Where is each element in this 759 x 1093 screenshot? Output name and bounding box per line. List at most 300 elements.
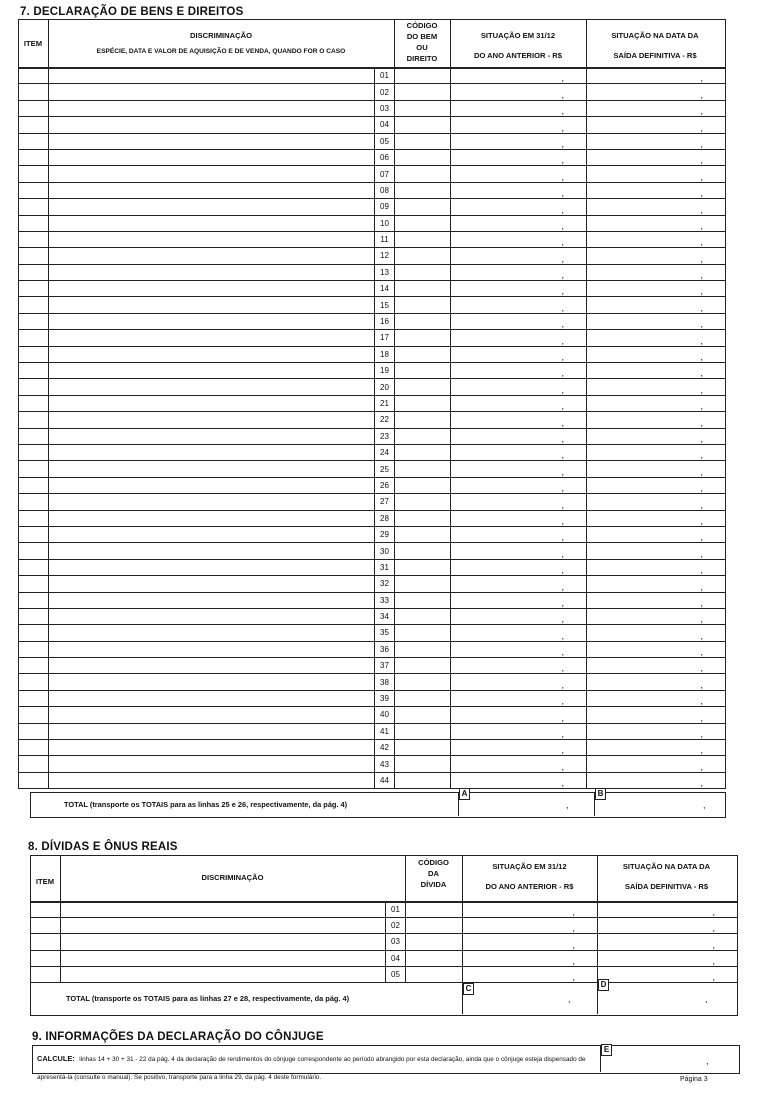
valor-saida-cell[interactable]: , xyxy=(587,658,726,674)
codigo-cell[interactable] xyxy=(395,608,451,624)
codigo-cell[interactable] xyxy=(395,674,451,690)
valor-saida-cell[interactable]: , xyxy=(587,723,726,739)
valor-saida-cell[interactable]: , xyxy=(587,330,726,346)
line-number: 26 xyxy=(375,477,395,493)
item-cell[interactable] xyxy=(19,133,49,149)
item-cell[interactable] xyxy=(19,297,49,313)
valor-saida-cell[interactable]: , xyxy=(587,231,726,247)
valor-anterior-cell[interactable]: , xyxy=(451,166,587,182)
section8-total-label: TOTAL (transporte os TOTAIS para as linhas 27 e 28, respectivamente, da pág. 4) xyxy=(66,994,350,1003)
item-cell[interactable] xyxy=(19,231,49,247)
codigo-cell[interactable] xyxy=(395,412,451,428)
valor-anterior-cell[interactable]: , xyxy=(451,756,587,772)
codigo-cell[interactable] xyxy=(395,510,451,526)
valor-anterior-cell[interactable]: , xyxy=(451,379,587,395)
valor-anterior-cell[interactable]: , xyxy=(451,592,587,608)
discriminacao-cell[interactable] xyxy=(49,363,375,379)
valor-anterior-cell[interactable]: , xyxy=(451,133,587,149)
item-cell[interactable] xyxy=(19,543,49,559)
line-number: 42 xyxy=(375,740,395,756)
valor-saida-cell[interactable]: , xyxy=(587,592,726,608)
table-row xyxy=(19,395,726,411)
discriminacao-cell[interactable] xyxy=(49,625,375,641)
valor-saida-cell[interactable]: , xyxy=(587,674,726,690)
valor-saida-cell[interactable]: , xyxy=(587,379,726,395)
table-row xyxy=(19,707,726,723)
codigo-cell[interactable] xyxy=(395,297,451,313)
item-cell[interactable] xyxy=(19,330,49,346)
valor-anterior-cell[interactable]: , xyxy=(451,281,587,297)
table-row xyxy=(19,641,726,657)
item-cell[interactable] xyxy=(19,723,49,739)
codigo-cell[interactable] xyxy=(406,918,463,934)
item-cell[interactable] xyxy=(19,461,49,477)
item-cell[interactable] xyxy=(31,950,61,966)
discriminacao-cell[interactable] xyxy=(49,576,375,592)
discriminacao-cell[interactable] xyxy=(49,658,375,674)
table-row xyxy=(19,592,726,608)
valor-saida-cell[interactable]: , xyxy=(587,297,726,313)
discriminacao-cell[interactable] xyxy=(49,281,375,297)
discriminacao-cell[interactable] xyxy=(49,84,375,100)
valor-anterior-cell[interactable]: , xyxy=(451,641,587,657)
codigo-cell[interactable] xyxy=(395,379,451,395)
valor-saida-cell[interactable]: , xyxy=(587,363,726,379)
valor-anterior-cell[interactable]: , xyxy=(463,966,598,982)
codigo-cell[interactable] xyxy=(395,494,451,510)
line-number: 21 xyxy=(375,395,395,411)
discriminacao-cell[interactable] xyxy=(49,772,375,788)
item-cell[interactable] xyxy=(19,84,49,100)
valor-saida-cell[interactable]: , xyxy=(587,68,726,84)
valor-anterior-cell[interactable]: , xyxy=(451,494,587,510)
valor-anterior-cell[interactable]: , xyxy=(451,68,587,84)
item-cell[interactable] xyxy=(19,674,49,690)
discriminacao-cell[interactable] xyxy=(49,723,375,739)
total-b-field[interactable]: , xyxy=(703,800,706,810)
box-d-label: D xyxy=(598,979,609,991)
discriminacao-cell[interactable] xyxy=(49,68,375,84)
table-row xyxy=(19,674,726,690)
valor-anterior-cell[interactable]: , xyxy=(451,428,587,444)
valor-anterior-cell[interactable]: , xyxy=(451,707,587,723)
valor-saida-cell[interactable]: , xyxy=(587,740,726,756)
valor-anterior-cell[interactable]: , xyxy=(463,934,598,950)
item-cell[interactable] xyxy=(19,346,49,362)
discriminacao-cell[interactable] xyxy=(49,428,375,444)
codigo-cell[interactable] xyxy=(395,346,451,362)
valor-saida-cell[interactable]: , xyxy=(587,248,726,264)
item-cell[interactable] xyxy=(19,100,49,116)
discriminacao-cell[interactable] xyxy=(49,330,375,346)
codigo-cell[interactable] xyxy=(395,559,451,575)
codigo-cell[interactable] xyxy=(395,133,451,149)
item-cell[interactable] xyxy=(19,690,49,706)
codigo-cell[interactable] xyxy=(395,428,451,444)
item-cell[interactable] xyxy=(19,707,49,723)
valor-saida-cell[interactable]: , xyxy=(598,950,738,966)
valor-anterior-cell[interactable]: , xyxy=(451,608,587,624)
discriminacao-cell[interactable] xyxy=(61,950,386,966)
codigo-cell[interactable] xyxy=(395,477,451,493)
discriminacao-cell[interactable] xyxy=(49,379,375,395)
valor-saida-cell[interactable]: , xyxy=(587,281,726,297)
discriminacao-cell[interactable] xyxy=(49,412,375,428)
discriminacao-cell[interactable] xyxy=(49,477,375,493)
codigo-cell[interactable] xyxy=(395,625,451,641)
discriminacao-cell[interactable] xyxy=(49,444,375,460)
codigo-cell[interactable] xyxy=(395,707,451,723)
valor-saida-cell[interactable]: , xyxy=(587,133,726,149)
codigo-cell[interactable] xyxy=(395,199,451,215)
section7-col-discriminacao-sub: ESPÉCIE, DATA E VALOR DE AQUISIÇÃO E DE VENDA, QUANDO FOR O CASO xyxy=(96,48,346,55)
valor-anterior-cell[interactable]: , xyxy=(451,84,587,100)
valor-saida-cell[interactable]: , xyxy=(587,608,726,624)
line-number: 03 xyxy=(386,934,406,950)
valor-saida-cell[interactable]: , xyxy=(587,84,726,100)
table-row xyxy=(19,412,726,428)
valor-anterior-cell[interactable]: , xyxy=(451,215,587,231)
codigo-cell[interactable] xyxy=(395,264,451,280)
codigo-cell[interactable] xyxy=(395,100,451,116)
discriminacao-cell[interactable] xyxy=(49,264,375,280)
line-number: 31 xyxy=(375,559,395,575)
table-row xyxy=(19,543,726,559)
discriminacao-cell[interactable] xyxy=(61,918,386,934)
valor-saida-cell[interactable]: , xyxy=(598,902,738,918)
codigo-cell[interactable] xyxy=(395,149,451,165)
valor-saida-cell[interactable]: , xyxy=(587,166,726,182)
codigo-cell[interactable] xyxy=(395,330,451,346)
table-row xyxy=(19,756,726,772)
valor-anterior-cell[interactable]: , xyxy=(451,297,587,313)
table-row xyxy=(31,950,738,966)
codigo-cell[interactable] xyxy=(395,363,451,379)
item-cell[interactable] xyxy=(19,740,49,756)
codigo-cell[interactable] xyxy=(395,84,451,100)
table-row xyxy=(19,444,726,460)
item-cell[interactable] xyxy=(19,199,49,215)
valor-saida-cell[interactable]: , xyxy=(587,625,726,641)
valor-saida-cell[interactable]: , xyxy=(587,412,726,428)
discriminacao-cell[interactable] xyxy=(49,592,375,608)
valor-anterior-cell[interactable]: , xyxy=(451,526,587,542)
valor-anterior-cell[interactable]: , xyxy=(451,149,587,165)
box-b-label: B xyxy=(595,788,606,800)
discriminacao-cell[interactable] xyxy=(49,461,375,477)
discriminacao-cell[interactable] xyxy=(49,182,375,198)
table-row xyxy=(19,330,726,346)
valor-anterior-cell[interactable]: , xyxy=(451,658,587,674)
line-number: 44 xyxy=(375,772,395,788)
valor-anterior-cell[interactable]: , xyxy=(451,723,587,739)
discriminacao-cell[interactable] xyxy=(49,313,375,329)
codigo-cell[interactable] xyxy=(406,950,463,966)
codigo-cell[interactable] xyxy=(395,313,451,329)
valor-saida-cell[interactable]: , xyxy=(587,313,726,329)
valor-anterior-cell[interactable]: , xyxy=(451,346,587,362)
codigo-cell[interactable] xyxy=(395,281,451,297)
codigo-cell[interactable] xyxy=(395,444,451,460)
discriminacao-cell[interactable] xyxy=(49,149,375,165)
codigo-cell[interactable] xyxy=(395,740,451,756)
line-number: 02 xyxy=(375,84,395,100)
codigo-cell[interactable] xyxy=(406,966,463,982)
valor-saida-cell[interactable]: , xyxy=(587,117,726,133)
valor-saida-cell[interactable]: , xyxy=(598,934,738,950)
codigo-cell[interactable] xyxy=(406,902,463,918)
valor-anterior-cell[interactable]: , xyxy=(451,625,587,641)
valor-anterior-cell[interactable]: , xyxy=(451,395,587,411)
item-cell[interactable] xyxy=(19,641,49,657)
item-cell[interactable] xyxy=(19,559,49,575)
valor-saida-cell[interactable]: , xyxy=(587,576,726,592)
discriminacao-cell[interactable] xyxy=(49,510,375,526)
discriminacao-cell[interactable] xyxy=(61,966,386,982)
valor-anterior-cell[interactable]: , xyxy=(451,330,587,346)
valor-saida-cell[interactable]: , xyxy=(587,543,726,559)
valor-saida-cell[interactable]: , xyxy=(587,690,726,706)
item-cell[interactable] xyxy=(31,966,61,982)
discriminacao-cell[interactable] xyxy=(49,133,375,149)
valor-saida-cell[interactable]: , xyxy=(587,772,726,788)
codigo-cell[interactable] xyxy=(395,461,451,477)
valor-saida-cell[interactable]: , xyxy=(598,966,738,982)
valor-anterior-cell[interactable]: , xyxy=(451,543,587,559)
table-row xyxy=(19,297,726,313)
section8-col-sit-saida: SITUAÇÃO NA DATA DA SAÍDA DEFINITIVA - R$ xyxy=(622,862,711,891)
discriminacao-cell[interactable] xyxy=(61,902,386,918)
table-row xyxy=(19,100,726,116)
valor-anterior-cell[interactable]: , xyxy=(451,182,587,198)
line-number: 27 xyxy=(375,494,395,510)
valor-saida-cell[interactable]: , xyxy=(587,428,726,444)
discriminacao-cell[interactable] xyxy=(49,100,375,116)
valor-saida-cell[interactable]: , xyxy=(598,918,738,934)
discriminacao-cell[interactable] xyxy=(49,559,375,575)
codigo-cell[interactable] xyxy=(395,756,451,772)
codigo-cell[interactable] xyxy=(395,543,451,559)
discriminacao-cell[interactable] xyxy=(49,231,375,247)
valor-anterior-cell[interactable]: , xyxy=(451,576,587,592)
item-cell[interactable] xyxy=(19,756,49,772)
table-row xyxy=(19,690,726,706)
valor-anterior-cell[interactable]: , xyxy=(451,444,587,460)
line-number: 12 xyxy=(375,248,395,264)
codigo-cell[interactable] xyxy=(395,772,451,788)
valor-saida-cell[interactable]: , xyxy=(587,346,726,362)
item-cell[interactable] xyxy=(19,526,49,542)
codigo-cell[interactable] xyxy=(395,641,451,657)
line-number: 05 xyxy=(375,133,395,149)
item-cell[interactable] xyxy=(19,215,49,231)
discriminacao-cell[interactable] xyxy=(49,494,375,510)
line-number: 04 xyxy=(375,117,395,133)
item-cell[interactable] xyxy=(19,166,49,182)
total-e-field[interactable]: , xyxy=(706,1056,709,1066)
valor-saida-cell[interactable]: , xyxy=(587,510,726,526)
valor-anterior-cell[interactable]: , xyxy=(451,248,587,264)
discriminacao-cell[interactable] xyxy=(49,215,375,231)
line-number: 24 xyxy=(375,444,395,460)
item-cell[interactable] xyxy=(19,281,49,297)
valor-anterior-cell[interactable]: , xyxy=(463,918,598,934)
codigo-cell[interactable] xyxy=(395,68,451,84)
discriminacao-cell[interactable] xyxy=(49,543,375,559)
discriminacao-cell[interactable] xyxy=(49,608,375,624)
codigo-cell[interactable] xyxy=(395,526,451,542)
valor-saida-cell[interactable]: , xyxy=(587,444,726,460)
discriminacao-cell[interactable] xyxy=(49,526,375,542)
codigo-cell[interactable] xyxy=(406,934,463,950)
item-cell[interactable] xyxy=(19,772,49,788)
codigo-cell[interactable] xyxy=(395,723,451,739)
valor-saida-cell[interactable]: , xyxy=(587,215,726,231)
item-cell[interactable] xyxy=(19,264,49,280)
valor-anterior-cell[interactable]: , xyxy=(451,231,587,247)
valor-saida-cell[interactable]: , xyxy=(587,149,726,165)
discriminacao-cell[interactable] xyxy=(49,674,375,690)
valor-saida-cell[interactable]: , xyxy=(587,477,726,493)
item-cell[interactable] xyxy=(19,658,49,674)
table-row xyxy=(19,264,726,280)
item-cell[interactable] xyxy=(19,494,49,510)
line-number: 15 xyxy=(375,297,395,313)
valor-saida-cell[interactable]: , xyxy=(587,707,726,723)
valor-anterior-cell[interactable]: , xyxy=(451,559,587,575)
line-number: 16 xyxy=(375,313,395,329)
line-number: 03 xyxy=(375,100,395,116)
valor-anterior-cell[interactable]: , xyxy=(451,100,587,116)
discriminacao-cell[interactable] xyxy=(49,346,375,362)
line-number: 17 xyxy=(375,330,395,346)
item-cell[interactable] xyxy=(19,395,49,411)
discriminacao-cell[interactable] xyxy=(49,166,375,182)
item-cell[interactable] xyxy=(19,149,49,165)
valor-anterior-cell[interactable]: , xyxy=(451,740,587,756)
item-cell[interactable] xyxy=(19,363,49,379)
item-cell[interactable] xyxy=(19,625,49,641)
item-cell[interactable] xyxy=(31,934,61,950)
item-cell[interactable] xyxy=(19,182,49,198)
valor-anterior-cell[interactable]: , xyxy=(451,772,587,788)
item-cell[interactable] xyxy=(19,428,49,444)
codigo-cell[interactable] xyxy=(395,231,451,247)
codigo-cell[interactable] xyxy=(395,658,451,674)
total-a-field[interactable]: , xyxy=(566,800,569,810)
table-row xyxy=(19,494,726,510)
item-cell[interactable] xyxy=(19,379,49,395)
codigo-cell[interactable] xyxy=(395,182,451,198)
section8-col-codigo: CÓDIGO DA DÍVIDA xyxy=(418,858,449,889)
item-cell[interactable] xyxy=(19,444,49,460)
discriminacao-cell[interactable] xyxy=(49,690,375,706)
item-cell[interactable] xyxy=(19,608,49,624)
item-cell[interactable] xyxy=(19,248,49,264)
item-cell[interactable] xyxy=(19,477,49,493)
valor-saida-cell[interactable]: , xyxy=(587,756,726,772)
codigo-cell[interactable] xyxy=(395,576,451,592)
total-d-field[interactable]: , xyxy=(705,994,708,1004)
valor-saida-cell[interactable]: , xyxy=(587,199,726,215)
valor-saida-cell[interactable]: , xyxy=(587,494,726,510)
line-number: 41 xyxy=(375,723,395,739)
table-row xyxy=(19,461,726,477)
discriminacao-cell[interactable] xyxy=(49,248,375,264)
codigo-cell[interactable] xyxy=(395,166,451,182)
valor-anterior-cell[interactable]: , xyxy=(463,902,598,918)
item-cell[interactable] xyxy=(31,902,61,918)
valor-anterior-cell[interactable]: , xyxy=(451,510,587,526)
item-cell[interactable] xyxy=(19,412,49,428)
total-c-field[interactable]: , xyxy=(568,994,571,1004)
valor-saida-cell[interactable]: , xyxy=(587,526,726,542)
codigo-cell[interactable] xyxy=(395,690,451,706)
valor-anterior-cell[interactable]: , xyxy=(451,674,587,690)
discriminacao-cell[interactable] xyxy=(49,707,375,723)
section8-col-sit-anterior: SITUAÇÃO EM 31/12 DO ANO ANTERIOR - R$ xyxy=(485,862,574,891)
discriminacao-cell[interactable] xyxy=(49,199,375,215)
valor-saida-cell[interactable]: , xyxy=(587,264,726,280)
valor-anterior-cell[interactable]: , xyxy=(451,363,587,379)
valor-saida-cell[interactable]: , xyxy=(587,182,726,198)
item-cell[interactable] xyxy=(19,510,49,526)
valor-anterior-cell[interactable]: , xyxy=(451,690,587,706)
valor-saida-cell[interactable]: , xyxy=(587,641,726,657)
table-row xyxy=(19,68,726,84)
item-cell[interactable] xyxy=(31,918,61,934)
valor-anterior-cell[interactable]: , xyxy=(451,477,587,493)
valor-saida-cell[interactable]: , xyxy=(587,559,726,575)
discriminacao-cell[interactable] xyxy=(49,297,375,313)
valor-anterior-cell[interactable]: , xyxy=(451,117,587,133)
codigo-cell[interactable] xyxy=(395,215,451,231)
valor-anterior-cell[interactable]: , xyxy=(463,950,598,966)
item-cell[interactable] xyxy=(19,576,49,592)
codigo-cell[interactable] xyxy=(395,248,451,264)
table-row xyxy=(31,934,738,950)
valor-saida-cell[interactable]: , xyxy=(587,395,726,411)
box-e-label: E xyxy=(601,1044,612,1056)
codigo-cell[interactable] xyxy=(395,117,451,133)
section7-title: 7. DECLARAÇÃO DE BENS E DIREITOS xyxy=(20,6,244,18)
valor-anterior-cell[interactable]: , xyxy=(451,412,587,428)
discriminacao-cell[interactable] xyxy=(49,740,375,756)
discriminacao-cell[interactable] xyxy=(49,117,375,133)
valor-anterior-cell[interactable]: , xyxy=(451,264,587,280)
item-cell[interactable] xyxy=(19,68,49,84)
item-cell[interactable] xyxy=(19,592,49,608)
line-number: 07 xyxy=(375,166,395,182)
valor-anterior-cell[interactable]: , xyxy=(451,199,587,215)
valor-anterior-cell[interactable]: , xyxy=(451,313,587,329)
item-cell[interactable] xyxy=(19,117,49,133)
table-row xyxy=(19,772,726,788)
valor-saida-cell[interactable]: , xyxy=(587,461,726,477)
section7-col-discriminacao: DISCRIMINAÇÃO xyxy=(189,31,252,40)
discriminacao-cell[interactable] xyxy=(49,641,375,657)
codigo-cell[interactable] xyxy=(395,395,451,411)
section7-col-codigo: CÓDIGO DO BEM OU DIREITO xyxy=(406,21,438,63)
valor-saida-cell[interactable]: , xyxy=(587,100,726,116)
codigo-cell[interactable] xyxy=(395,592,451,608)
discriminacao-cell[interactable] xyxy=(49,395,375,411)
item-cell[interactable] xyxy=(19,313,49,329)
valor-anterior-cell[interactable]: , xyxy=(451,461,587,477)
discriminacao-cell[interactable] xyxy=(49,756,375,772)
discriminacao-cell[interactable] xyxy=(61,934,386,950)
table-row xyxy=(19,510,726,526)
